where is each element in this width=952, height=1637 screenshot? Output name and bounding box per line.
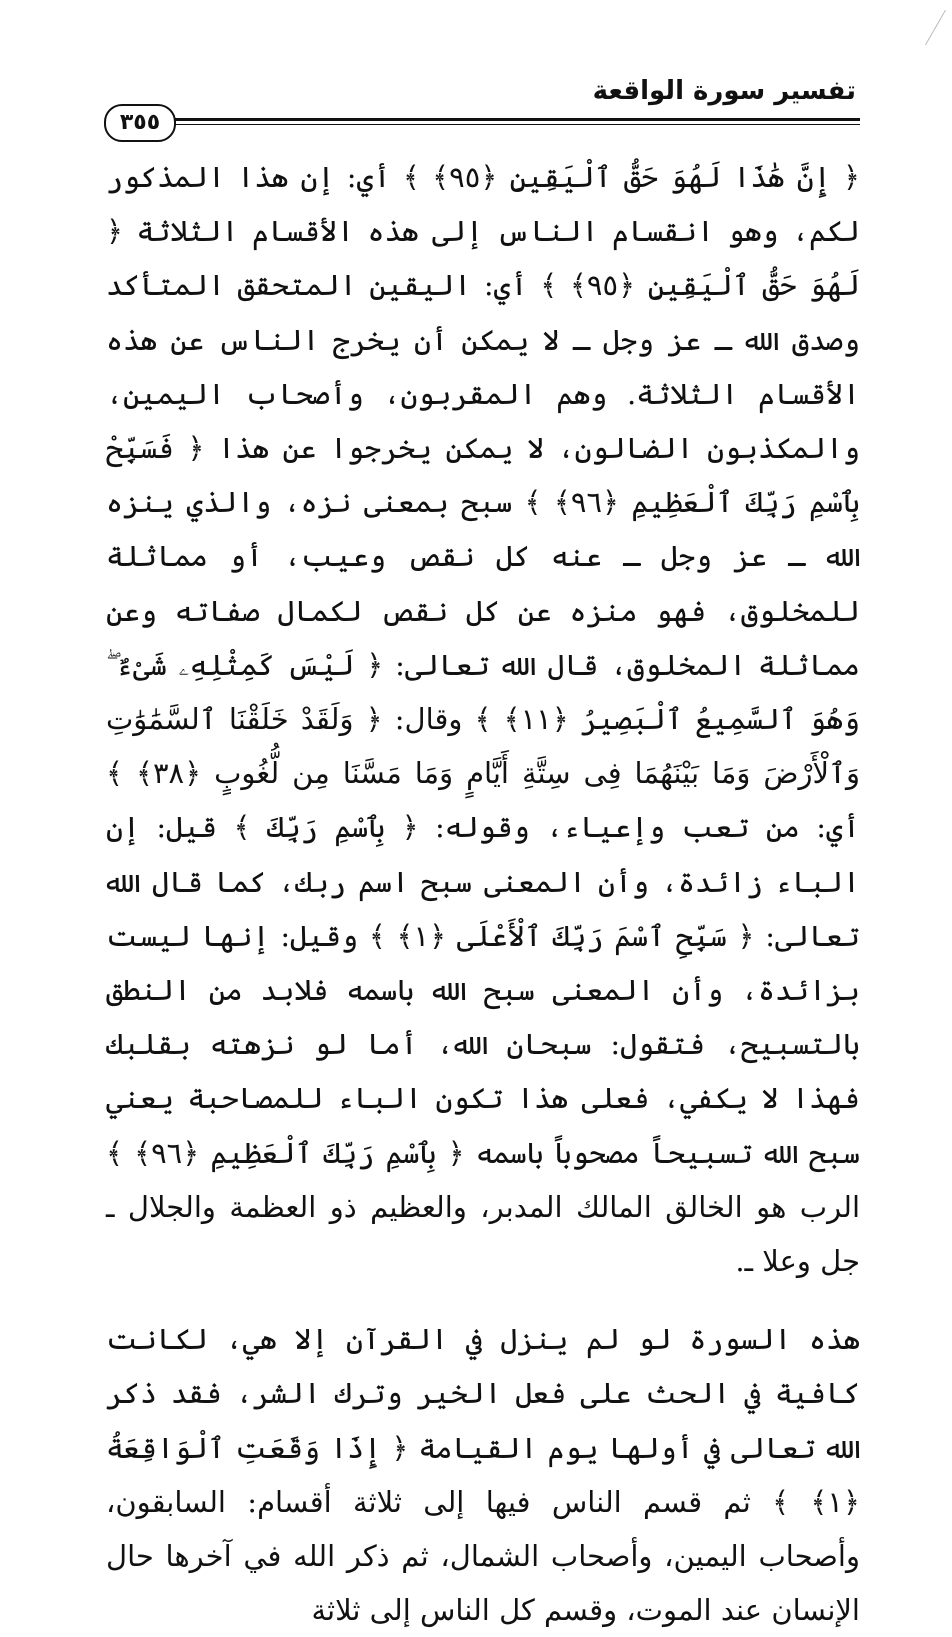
scan-corner-mark bbox=[899, 0, 946, 45]
header-rule bbox=[170, 118, 860, 125]
page-number-badge: ٣٥٥ bbox=[104, 104, 176, 142]
body-text bbox=[106, 150, 860, 1637]
paragraph-2: هذه السورة لو لم ينزل في القرآن إلا هي، لكانت كافية في الحث على فعل الخير وترك الشر، فقد ذكر الله تعالى في أولها يوم القيامة ﴿ إِذَا وَقَعَتِ ٱلْوَاقِعَةُ ﴿١﴾ ﴾ ثم قسم الناس فيها إلى ثلاثة أقسام: السابقون، وأصحاب اليمين، وأصحاب الشمال، ثم ذكر الله في آخرها حال الإنسان عند الموت، وقسم كل الناس إلى ثلاثة bbox=[106, 1322, 860, 1628]
paragraph-1: ﴿ إِنَّ هَٰذَا لَهُوَ حَقُّ ٱلْيَقِينِ ﴿٩٥﴾ ﴾ أي: إن هذا المذكور لكم، وهو انقسام الناس إلى هذه الأقسام الثلاثة ﴿ لَهُوَ حَقُّ ٱلْيَقِينِ ﴿٩٥﴾ ﴾ أي: اليقين المتحقق المتأكد وصدق الله ـ عز وجل ـ لا يمكن أن يخرج الناس عن هذه الأقسام الثلاثة. وهم المقربون، وأصحاب اليمين، والمكذبون الضالون، لا يمكن يخرجوا عن هذا ﴿ فَسَبِّحْ بِٱسْمِ رَبِّكَ ٱلْعَظِيمِ ﴿٩٦﴾ ﴾ سبح بمعنى نزه، والذي ينزه الله ـ عز وجل ـ عنه كل نقص وعيب، أو مماثلة للمخلوق، فهو منزه عن كل نقص لكمال صفاته وعن مماثلة المخلوق، قال الله تعالى: ﴿ لَيْسَ كَمِثْلِهِۦ شَىْءٌ ۖ وَهُوَ ٱلسَّمِيعُ ٱلْبَصِيرُ ﴿١١﴾ ﴾ وقال: ﴿ وَلَقَدْ خَلَقْنَا ٱلسَّمَٰوَٰتِ وَٱلْأَرْضَ وَمَا بَيْنَهُمَا فِى سِتَّةِ أَيَّامٍ وَمَا مَسَّنَا مِن لُّغُوبٍ ﴿٣٨﴾ ﴾ أي: من تعب وإعياء، وقوله: ﴿ بِٱسْمِ رَبِّكَ ﴾ قيل: إن الباء زائدة، وأن المعنى سبح اسم ربك، كما قال الله تعالى: ﴿ سَبِّحِ ٱسْمَ رَبِّكَ ٱلْأَعْلَى ﴿١﴾ ﴾ وقيل: إنها ليست بزائدة، وأن المعنى سبح الله باسمه فلابد من النطق بالتسبيح، فتقول: سبحان الله، أما لو نزهته بقلبك فهذا لا يكفي، فعلى هذا تكون الباء للمصاحبة يعني سبح الله تسبيحاً مصحوباً باسمه ﴿ بِٱسْمِ رَبِّكَ ٱلْعَظِيمِ ﴿٩٦﴾ ﴾ الرب هو الخالق المالك المدبر، والعظيم ذو العظمة والجلال ـ جل وعلا ـ. bbox=[106, 160, 861, 1279]
running-header-title: تفسير سورة الواقعة bbox=[592, 76, 856, 106]
